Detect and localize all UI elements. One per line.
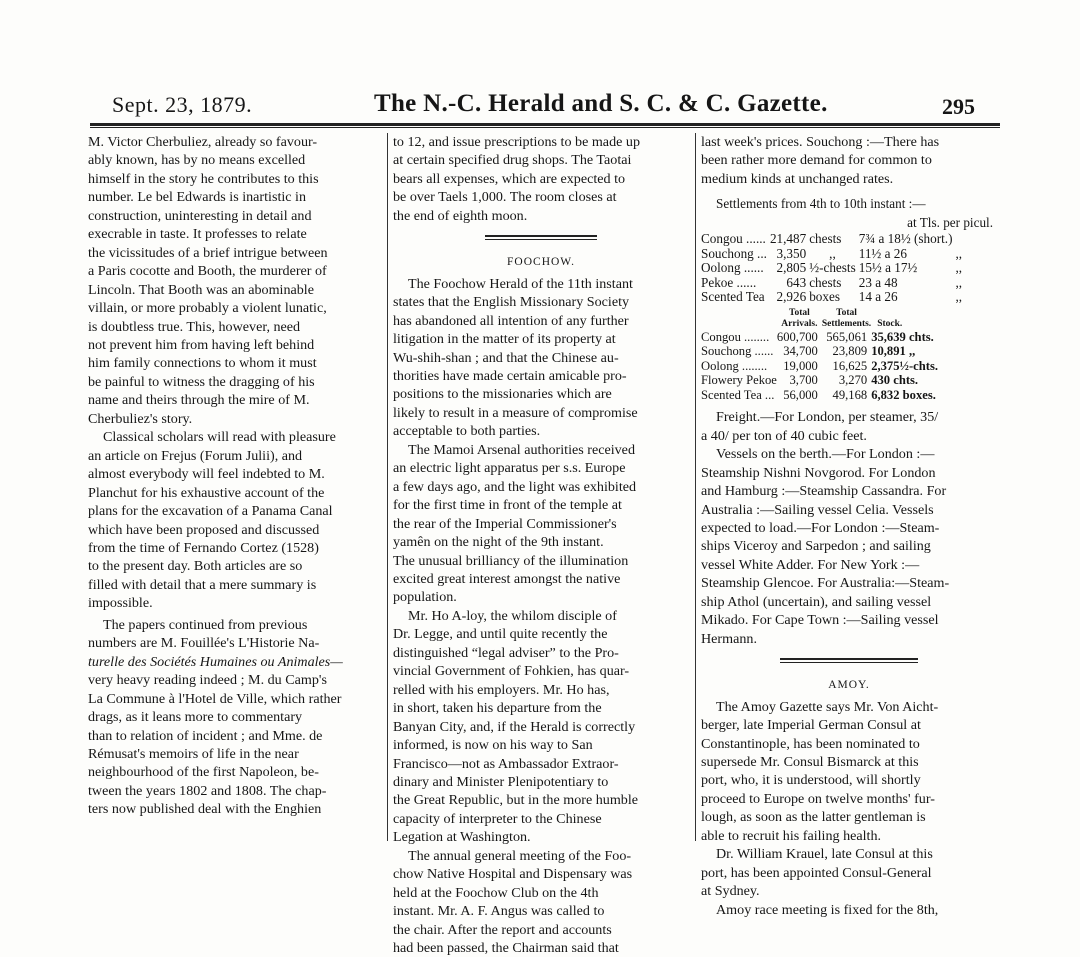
table-cell: 23 a 48: [858, 274, 898, 290]
text-line: Mikado. For Cape Town :—Sailing vessel: [701, 612, 939, 629]
text-line: been rather more demand for common to: [701, 152, 932, 169]
text-line: Banyan City, and, if the Herald is correctly: [393, 718, 636, 735]
text-line: The Amoy Gazette says Mr. Von Aicht-: [716, 698, 939, 715]
paragraph: [701, 408, 997, 445]
table-cell: 2,375½-chts.: [871, 358, 938, 373]
table-cell: Souchong ...: [701, 245, 767, 261]
column-3: [701, 133, 997, 919]
paragraph: [701, 698, 997, 846]
column-divider: [695, 133, 696, 841]
table-cell: Congou ........: [701, 329, 770, 344]
text-line: Steamship Glencoe. For Australia:—Steam-: [701, 575, 950, 592]
text-line: neighbourhood of the first Napoleon, be-: [88, 764, 319, 781]
table-header-row: [701, 319, 938, 330]
text-line: excited great interest amongst the native: [393, 570, 621, 587]
paragraph: [88, 616, 381, 819]
table-cell: ,,: [955, 289, 963, 305]
text-line: vincial Government of Fohkien, has quar-: [393, 663, 630, 680]
text-line: for the first time in front of the temple at: [393, 497, 622, 514]
table-cell: Scented Tea: [701, 289, 765, 305]
table-row: [701, 276, 965, 291]
text-line: be over Taels 1,000. The room closes at: [393, 189, 617, 206]
text-line: to the present day. Both articles are so: [88, 558, 303, 575]
text-line: a 40/ per ton of 40 cubic feet.: [701, 427, 867, 444]
paragraph: [701, 133, 997, 188]
column-header: Stock.: [877, 318, 903, 329]
text-line: capacity of interpreter to the Chinese: [393, 810, 602, 827]
text-line: informed, is now on his way to San: [393, 737, 593, 754]
text-line: Mr. Ho A-loy, the whilom disciple of: [408, 607, 617, 624]
section-rule: [780, 658, 918, 663]
table-cell: [955, 232, 965, 247]
table-cell: 3,270: [838, 373, 868, 388]
text-line: Constantinople, has been nominated to: [701, 735, 920, 752]
section-rule: [485, 235, 597, 240]
text-line: had been passed, the Chairman said that: [393, 940, 619, 957]
table-cell: 49,168: [832, 387, 868, 402]
header-rule: [90, 123, 1000, 128]
table-cell: chests: [809, 274, 842, 290]
section-heading-foochow: FOOCHOW.: [507, 256, 575, 269]
text-line: Rémusat's memoirs of life in the near: [88, 745, 299, 762]
text-line: vessel White Adder. For New York :—: [701, 556, 920, 573]
text-line: very heavy reading indeed ; M. du Camp's: [88, 672, 327, 689]
text-line: himself in the story he contributes to this: [88, 170, 319, 187]
column-header: Total: [788, 307, 810, 318]
text-line: M. Victor Cherbuliez, already so favour-: [88, 134, 318, 150]
column-header: Total: [836, 307, 857, 318]
text-line: The unusual brilliancy of the illumination: [393, 552, 629, 569]
text-line: distinguished “legal adviser” to the Pro-: [393, 644, 619, 661]
text-line: him family connections to whom it must: [88, 355, 317, 372]
table-row: [701, 359, 938, 374]
text-line: execrable in taste. It professes to relate: [88, 226, 307, 243]
text-line: an electric light apparatus per s.s. Europe: [393, 460, 626, 477]
text-line: instant. Mr. A. F. Angus was called to: [393, 903, 605, 920]
settlements-unit: at Tls. per picul.: [907, 214, 993, 230]
column-divider: [387, 133, 388, 841]
table-cell: 600,700: [776, 329, 818, 344]
paragraph: [701, 901, 997, 919]
text-line: Legation at Washington.: [393, 829, 531, 846]
text-line: drags, as it leans more to commentary: [88, 709, 303, 726]
text-line: The Foochow Herald of the 11th instant: [408, 275, 633, 292]
table-cell: 643: [786, 274, 807, 290]
table-cell: ,,: [829, 245, 836, 261]
table-cell: boxes: [809, 289, 840, 305]
text-line: to 12, and issue prescriptions to be made up: [393, 134, 640, 150]
text-line: almost everybody will feel indebted to M.: [88, 466, 325, 483]
text-line: the vicissitudes of a brief intrigue between: [88, 244, 328, 261]
table-cell: 23,809: [832, 344, 868, 359]
text-line: proceed to Europe on twelve months' fur-: [701, 790, 935, 807]
table-row: [701, 373, 938, 388]
table-cell: 3,350: [776, 245, 807, 261]
text-line: yamên on the night of the 9th instant.: [393, 534, 604, 551]
text-line: is doubtless true. This, however, need: [88, 318, 301, 335]
text-line: the rear of the Imperial Commissioner's: [393, 515, 617, 532]
table-cell: 14 a 26: [858, 289, 898, 305]
table-cell: ½-chests: [809, 260, 856, 276]
text-line: Vessels on the berth.—For London :—: [716, 446, 935, 463]
text-line: litigation in the matter of its property at: [393, 331, 616, 348]
text-line: The papers continued from previous: [103, 616, 308, 633]
table-cell: Scented Tea ...: [701, 387, 775, 402]
table-cell: ,,: [955, 274, 963, 290]
text-line: dinary and Minister Plenipotentiary to: [393, 773, 609, 790]
text-line: Planchut for his exhaustive account of the: [88, 484, 325, 501]
text-line: ships Viceroy and Sarpedon ; and sailing: [701, 538, 931, 555]
text-line: a few days ago, and the light was exhibited: [393, 478, 637, 495]
text-line: numbers are M. Fouillée's L'Historie Na-: [88, 635, 320, 652]
text-line: the chair. After the report and accounts: [393, 921, 612, 938]
text-line: chow Native Hospital and Dispensary was: [393, 866, 633, 883]
table-cell: 3,700: [789, 373, 818, 388]
text-line: a Paris cocotte and Booth, the murderer of: [88, 263, 327, 280]
table-row: [701, 330, 938, 345]
table-cell: Oolong ......: [701, 260, 764, 276]
text-line: port, has been appointed Consul-General: [701, 864, 932, 881]
table-cell: 2,926: [776, 289, 807, 305]
text-line: villain, or more probably a violent lunatic,: [88, 300, 327, 317]
text-line: port, who, it is understood, will shortly: [701, 772, 921, 789]
text-line: not prevent him from having left behind: [88, 336, 315, 353]
table-cell: 16,625: [832, 358, 868, 373]
text-line: be painful to witness the dragging of his: [88, 373, 315, 390]
table-header-row: [701, 308, 938, 319]
text-line: construction, uninteresting in detail and: [88, 207, 312, 224]
paragraph: [393, 441, 689, 607]
text-line: expected to load.—For London :—Steam-: [701, 519, 940, 536]
table-row: [701, 247, 965, 262]
text-line: Freight.—For London, per steamer, 35/: [716, 409, 939, 426]
table-cell: 15½ a 17½: [858, 260, 918, 276]
ditto-mark: ,,: [908, 344, 916, 359]
text-line: positions to the missionaries which are: [393, 386, 612, 403]
paragraph: [393, 133, 689, 225]
table-cell: Flowery Pekoe: [701, 373, 777, 388]
text-line: Steamship Nishni Novgorod. For London: [701, 464, 936, 481]
column-header: Arrivals.: [781, 318, 818, 329]
text-line: ship Athol (uncertain), and sailing vessel: [701, 593, 932, 610]
table-row: [701, 232, 965, 247]
table-cell: 2,805: [776, 260, 807, 276]
text-line: Amoy race meeting is fixed for the 8th,: [716, 901, 939, 918]
text-line: able to recruit his failing health.: [701, 827, 882, 844]
text-line: Dr. Legge, and until quite recently the: [393, 626, 608, 643]
text-line: ters now published deal with the Enghien: [88, 801, 322, 818]
table-cell: ,,: [955, 245, 963, 261]
text-line: The annual general meeting of the Foo-: [408, 847, 632, 864]
text-line: an article on Frejus (Forum Julii), and: [88, 447, 303, 464]
section-heading-amoy: AMOY.: [828, 679, 870, 692]
text-line: the end of eighth moon.: [393, 207, 528, 224]
table-cell: 6,832 boxes.: [871, 387, 936, 402]
paragraph: [701, 445, 997, 648]
table-cell: 565,061: [826, 329, 868, 344]
text-line: name and theirs through the mire of M.: [88, 392, 310, 409]
text-line: likely to result in a measure of compromise: [393, 404, 638, 421]
table-cell: 34,700: [783, 344, 818, 359]
paragraph: [393, 275, 689, 441]
text-line: relled with his employers. Mr. Ho has,: [393, 681, 610, 698]
text-line: acceptable to both parties.: [393, 423, 541, 440]
table-cell: [871, 344, 938, 359]
stock-value: 10,891: [871, 344, 906, 359]
column-header: Settlements.: [821, 318, 872, 329]
text-line: supersede Mr. Consul Bismarck at this: [701, 753, 919, 770]
text-line: tween the years 1802 and 1808. The chap-: [88, 782, 327, 799]
text-line: impossible.: [88, 595, 153, 612]
text-line: La Commune à l'Hotel de Ville, which rather: [88, 690, 342, 707]
text-line: Francisco—not as Ambassador Extraor-: [393, 755, 619, 772]
text-line: states that the English Missionary Society: [393, 294, 630, 311]
paragraph: [393, 607, 689, 847]
table-cell: 19,000: [783, 358, 818, 373]
text-line: Australia :—Sailing vessel Celia. Vessels: [701, 501, 934, 518]
text-line: has abandoned all intention of any further: [393, 312, 629, 329]
settlements-table: [701, 232, 965, 305]
text-line: berger, late Imperial German Consul at: [701, 717, 921, 734]
table-row: [701, 261, 965, 276]
newspaper-title: The N.-C. Herald and S. C. & C. Gazette.: [374, 90, 828, 117]
page-header: [90, 90, 1000, 124]
text-line: held at the Foochow Club on the 4th: [393, 884, 599, 901]
table-cell: chests: [809, 231, 842, 247]
text-line: ably known, has by no means excelled: [88, 152, 306, 169]
text-line: at Sydney.: [701, 883, 760, 900]
paragraph: [88, 133, 381, 428]
text-line: which have been proposed and discussed: [88, 521, 320, 538]
page-number: 295: [942, 94, 975, 119]
table-cell: 11½ a 26: [858, 245, 907, 261]
table-cell: Souchong ......: [701, 344, 774, 359]
paragraph: [88, 428, 381, 613]
table-cell: Oolong ........: [701, 358, 768, 373]
text-line: plans for the excavation of a Panama Canal: [88, 503, 333, 520]
issue-date: Sept. 23, 1879.: [112, 92, 253, 117]
table-cell: Congou ......: [701, 231, 766, 247]
text-line: the Great Republic, but in the more humble: [393, 792, 639, 809]
table-cell: 56,000: [783, 387, 818, 402]
column-2: [393, 133, 689, 957]
text-line: than to relation of incident ; and Mme. de: [88, 727, 323, 744]
table-cell: 7¾ a 18½ (short.): [858, 231, 953, 247]
text-line: bears all expenses, which are expected to: [393, 170, 626, 187]
text-line: from the time of Fernando Cortez (1528): [88, 539, 319, 556]
text-line: Lincoln. That Booth was an abominable: [88, 281, 314, 298]
text-line: Wu-shih-shan ; and that the Chinese au-: [393, 349, 619, 366]
table-cell: 35,639 chts.: [871, 329, 934, 344]
table-cell: Pekoe ......: [701, 274, 757, 290]
text-line: turelle des Sociétés Humaines ou Animales—: [88, 653, 343, 670]
text-line: and Hamburg :—Steamship Cassandra. For: [701, 483, 947, 500]
column-1: [88, 133, 381, 819]
paragraph: [701, 845, 997, 900]
table-row: [701, 388, 938, 403]
settlements-title: Settlements from 4th to 10th instant :—: [716, 196, 926, 212]
text-line: number. Le bel Edwards is inartistic in: [88, 189, 307, 206]
paragraph: [393, 847, 689, 957]
table-cell: 430 chts.: [871, 373, 919, 388]
text-line: last week's prices. Souchong :—There has: [701, 134, 940, 150]
table-cell: 21,487: [769, 231, 807, 247]
text-line: Dr. William Krauel, late Consul at this: [716, 846, 933, 863]
text-line: Classical scholars will read with pleasure: [103, 429, 336, 446]
table-row: [701, 344, 938, 359]
text-line: at certain specified drug shops. The Taotai: [393, 152, 632, 169]
totals-table: [701, 308, 938, 403]
table-cell: ,,: [955, 260, 963, 276]
text-line: thorities have made certain amicable pro-: [393, 367, 627, 384]
text-line: Hermann.: [701, 630, 757, 647]
text-line: Cherbuliez's story.: [88, 410, 193, 427]
text-line: lough, as soon as the latter gentleman is: [701, 809, 926, 826]
text-line: in short, taken his departure from the: [393, 700, 602, 717]
text-line: The Mamoi Arsenal authorities received: [408, 441, 635, 458]
text-line: medium kinds at unchanged rates.: [701, 170, 894, 187]
text-line: filled with detail that a mere summary is: [88, 576, 317, 593]
text-line: population.: [393, 589, 457, 606]
table-row: [701, 290, 965, 305]
